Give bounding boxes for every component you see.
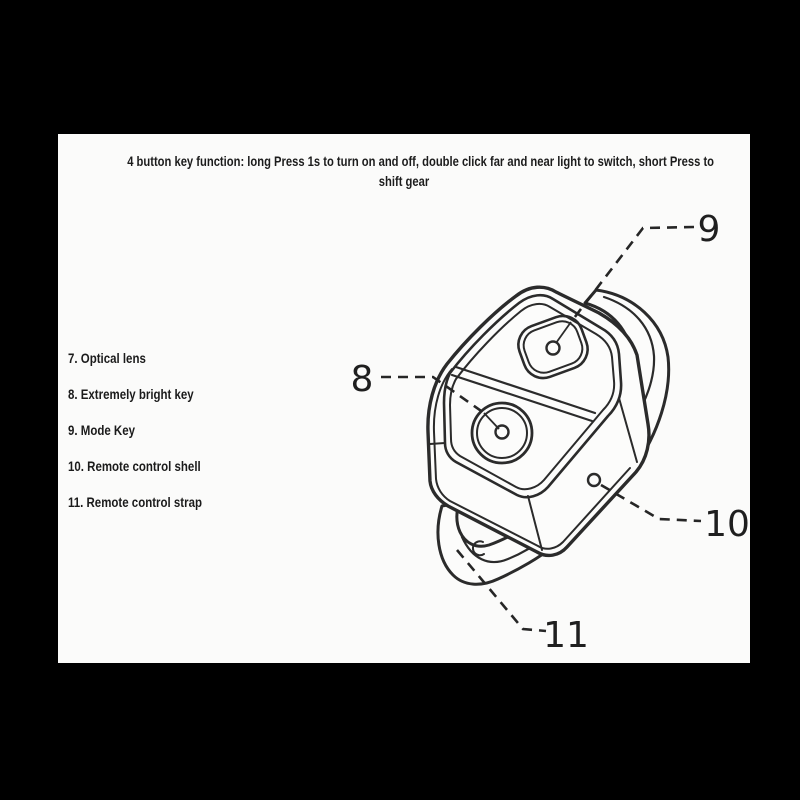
title-line-1: 4 button key function: long Press 1s to turn on and off, double click far and near light to switch, short Press to <box>127 153 715 169</box>
list-item-optical-lens: 7. Optical lens <box>68 350 146 366</box>
callout-label-11: 11 <box>543 615 589 656</box>
remote-body <box>428 287 649 555</box>
title-line-2: shift gear <box>378 173 430 189</box>
remote-body-outline <box>428 287 649 555</box>
list-item-strap: 11. Remote control strap <box>68 494 202 510</box>
callout-label-10: 10 <box>704 504 750 545</box>
callout-label-8: 8 <box>350 359 374 400</box>
list-item-shell: 10. Remote control shell <box>68 458 201 474</box>
callout-label-9: 9 <box>697 209 721 250</box>
list-item-bright-key: 8. Extremely bright key <box>68 386 194 402</box>
list-item-mode-key: 9. Mode Key <box>68 422 135 438</box>
